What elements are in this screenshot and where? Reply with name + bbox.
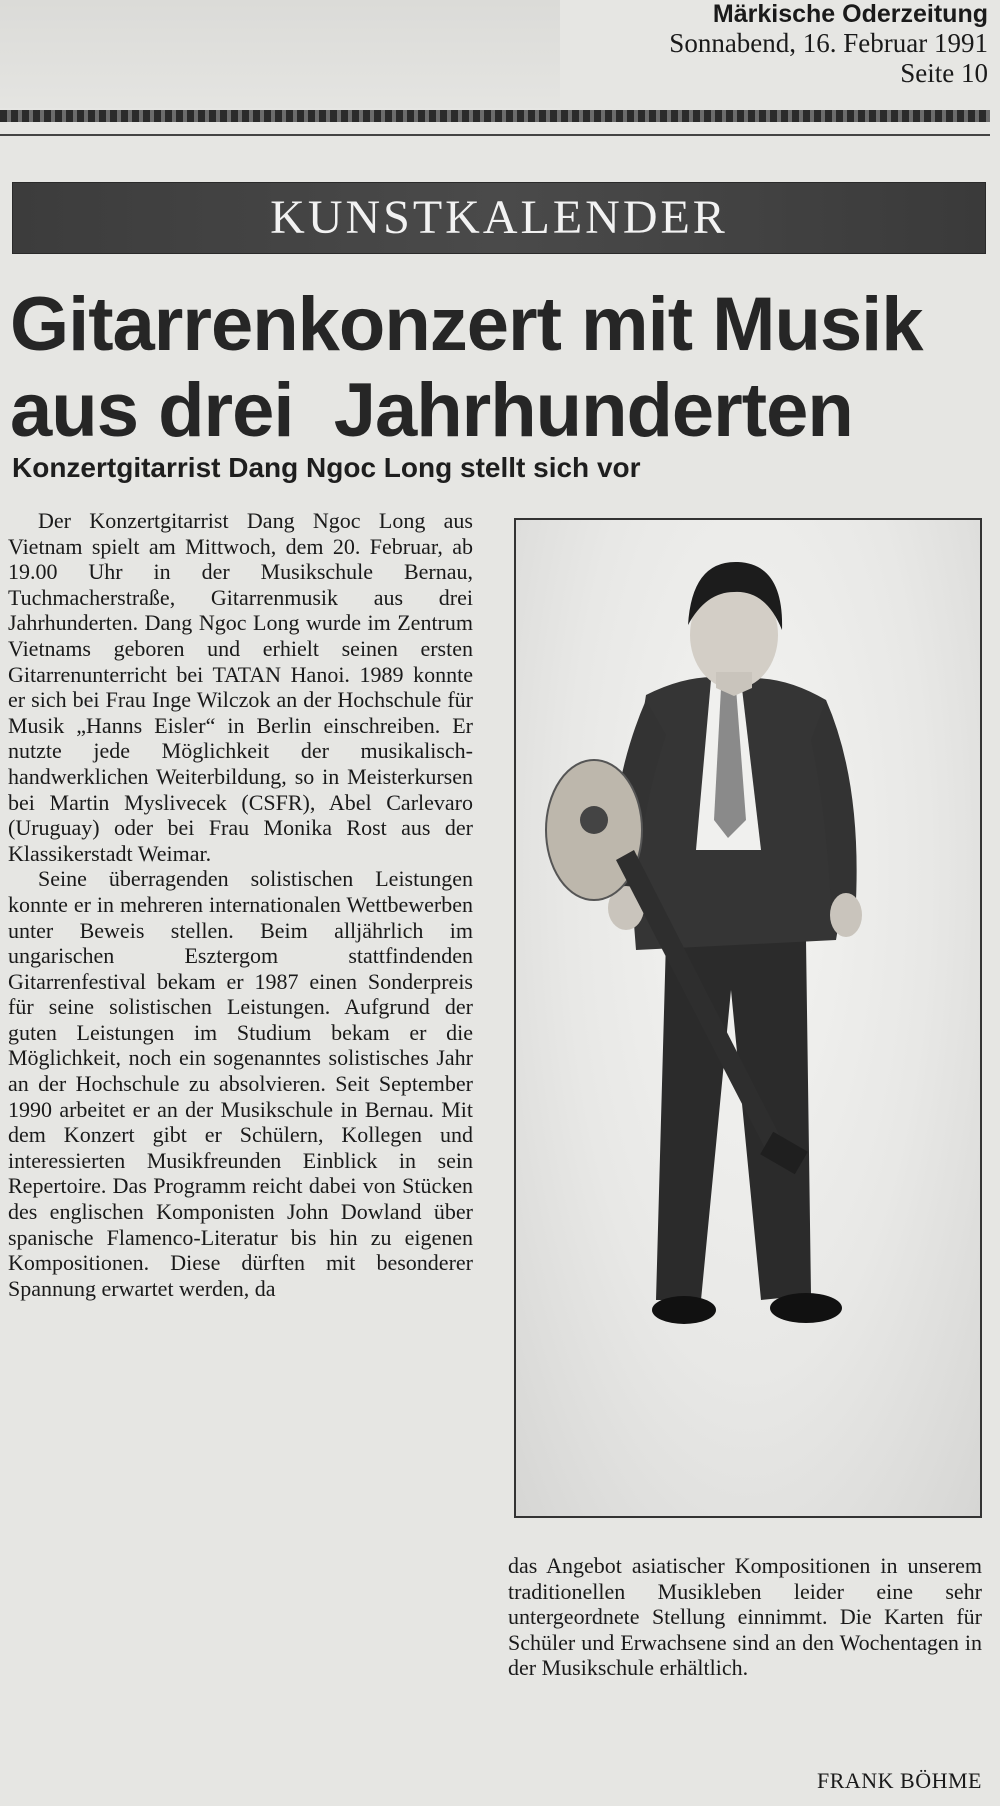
article-column-left	[8, 508, 473, 1301]
header-divider-thin	[0, 134, 990, 136]
section-banner: KUNSTKALENDER	[12, 182, 986, 254]
header-divider	[0, 110, 990, 122]
subheadline: Konzertgitarrist Dang Ngoc Long stellt sich vor	[12, 452, 641, 483]
masthead	[388, 0, 988, 88]
article-paragraph-1: Der Konzertgitarrist Dang Ngoc Long aus Vietnam spielt am Mittwoch, dem 20. Februar, ab 19.00 Uhr in der Musikschule Bernau, Tuchmacherstraße, Gitarrenmusik aus drei Jahrhunderten. Dang Ngoc Long wurde im Zentrum Vietnams geboren und erhielt seinen ersten Gitarrenunterricht bei TATAN Hanoi. 1989 konnte er sich bei Frau Inge Wilczok an der Hochschule für Musik „Hanns Eisler“ in Berlin einschreiben. Er nutzte jede Möglichkeit der musikalisch-handwerklichen Weiterbildung, so in Meisterkursen bei Martin Myslivecek (CSFR), Abel Carlevaro (Uruguay) oder bei Frau Monika Rost aus der Klassikerstadt Weimar.	[8, 508, 473, 866]
article-column-right	[508, 1553, 982, 1681]
headline-line-1: Gitarrenkonzert mit Musik	[10, 282, 923, 367]
article-paragraph-2: Seine überragenden solistischen Leistungen konnte er in mehreren internationalen Wettbewerben unter Beweis stellen. Beim alljährlich im ungarischen Esztergom stattfindenden Gitarrenfestival bekam er 1987 einen Sonderpreis für seine solistischen Leistungen. Aufgrund der guten Leistungen im Studium bekam er die Möglichkeit, noch ein sogenanntes solistisches Jahr an der Hochschule zu absolvieren. Seit September 1990 arbeitet er an der Musikschule in Bernau. Mit dem Konzert gibt er Schülern, Kollegen und interessierten Musikfreunden Einblick in sein Repertoire. Das Programm reicht dabei von Stücken des englischen Komponisten John Dowland über spanische Flamenco-Literatur bis hin zu eigenen Kompositionen. Diese dürften mit besonderer Spannung erwartet werden, da	[8, 866, 473, 1301]
headline-line-2: aus drei Jahrhunderten	[10, 368, 853, 453]
newspaper-name: Märkische Oderzeitung	[712, 0, 988, 28]
article-paragraph-3: das Angebot asiatischer Kompositionen in unserem traditionellen Musikleben leider eine sehr untergeordnete Stellung einnimmt. Die Karten für Schüler und Erwachsene sind an den Wochentagen in der Musikschule erhältlich.	[508, 1553, 982, 1681]
author-byline: FRANK BÖHME	[816, 1768, 982, 1793]
guitarist-photo	[514, 518, 982, 1518]
issue-date: Sonnabend, 16. Februar 1991	[669, 28, 988, 58]
headline	[10, 282, 980, 454]
page-number: Seite 10	[900, 58, 988, 89]
guitarist-illustration	[516, 520, 980, 1516]
